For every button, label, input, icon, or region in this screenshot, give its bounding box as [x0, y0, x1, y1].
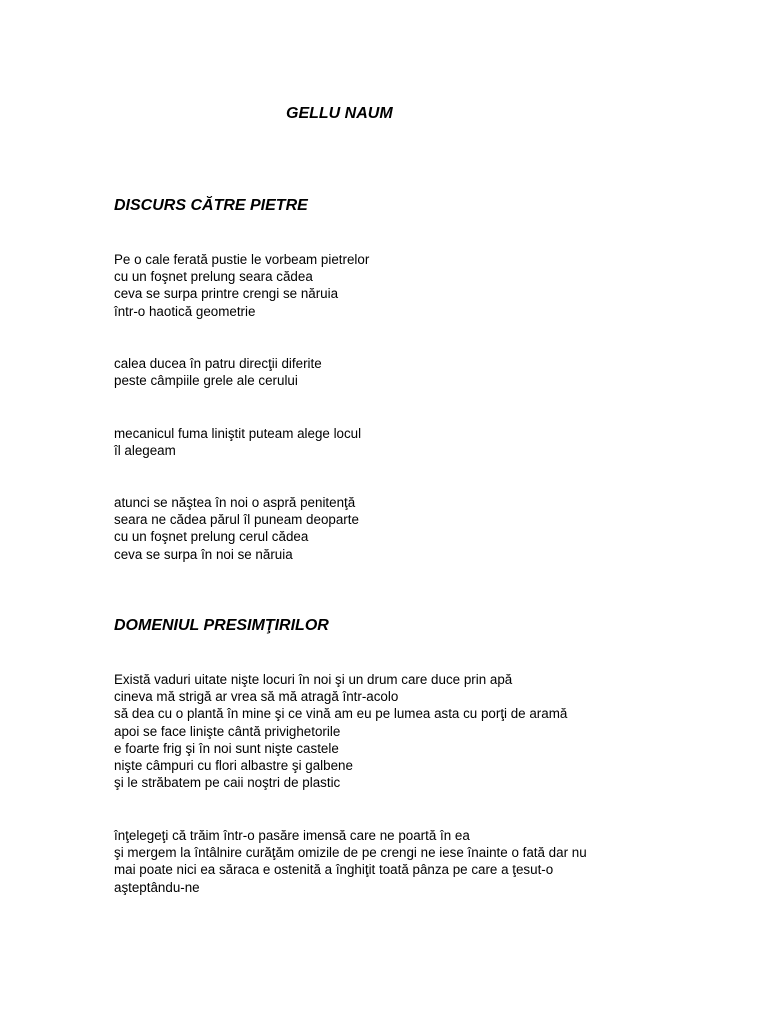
poem-line: mai poate nici ea săraca e ostenită a înghiţit toată pânza pe care a ţesut-o — [114, 862, 554, 878]
poem-line: mecanicul fuma liniştit puteam alege locul — [114, 426, 362, 441]
poem-line: aşteptându-ne — [114, 879, 200, 895]
poem-line: apoi se face linişte cântă privighetorile — [114, 723, 341, 739]
poem-title-discurs: DISCURS CĂTRE PIETRE — [114, 197, 308, 214]
poem-line: peste câmpiile grele ale cerului — [114, 373, 298, 389]
poem-line: ceva se surpa în noi se năruia — [114, 546, 293, 562]
poem-line: Există vaduri uitate nişte locuri în noi şi un drum care duce prin apă — [114, 672, 513, 687]
poem-line: şi le străbatem pe caii noştri de plastic — [114, 775, 341, 791]
poem-title-domeniul: DOMENIUL PRESIMŢIRILOR — [114, 617, 329, 634]
stanza — [114, 494, 754, 563]
author-name: GELLU NAUM — [286, 105, 393, 122]
poem-line: seara ne cădea părul îl puneam deoparte — [114, 512, 359, 528]
poem-line: îl alegeam — [114, 443, 176, 459]
poem-line: într-o haotică geometrie — [114, 303, 256, 319]
stanza — [114, 827, 754, 896]
poem-line: să dea cu o plantă în mine şi ce vină am eu pe lumea asta cu porţi de aramă — [114, 706, 568, 722]
poem-line: e foarte frig şi în noi sunt nişte castele — [114, 740, 339, 756]
poem-line: cu un foşnet prelung cerul cădea — [114, 529, 309, 545]
poem-line: înţelegeţi că trăim într-o pasăre imensă care ne poartă în ea — [114, 828, 470, 843]
poem-line: ceva se surpa printre crengi se năruia — [114, 286, 339, 302]
stanza — [114, 671, 754, 791]
poem-line: cineva mă strigă ar vrea să mă atragă într-acolo — [114, 689, 399, 705]
poem-line: nişte câmpuri cu flori albastre şi galbene — [114, 757, 353, 773]
poem-line: cu un foşnet prelung seara cădea — [114, 269, 313, 285]
stanza — [114, 425, 754, 459]
poem-line: Pe o cale ferată pustie le vorbeam pietrelor — [114, 252, 370, 267]
stanza — [114, 355, 754, 389]
poem-line: calea ducea în patru direcţii diferite — [114, 356, 322, 371]
poem-line: atunci se năştea în noi o aspră penitenţă — [114, 495, 356, 510]
poem-line: şi mergem la întâlnire curăţăm omizile de pe crengi ne iese înainte o fată dar nu — [114, 845, 587, 861]
stanza — [114, 251, 754, 320]
